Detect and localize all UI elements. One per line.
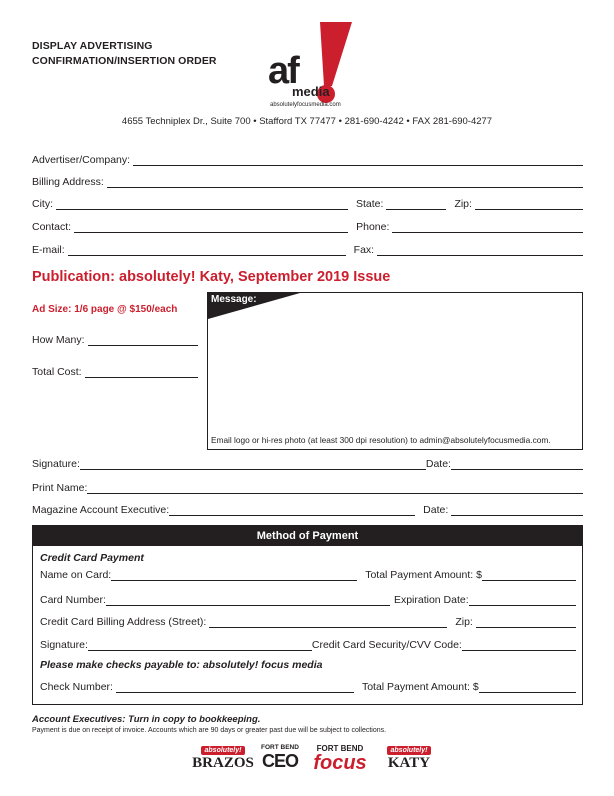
check-number-input[interactable]: [116, 683, 354, 693]
billing-street-row: [40, 616, 576, 628]
brand-logo-katy: [384, 746, 434, 772]
payment-section: [32, 525, 583, 705]
signature-row: [32, 458, 583, 470]
form-title-line2: CONFIRMATION/INSERTION ORDER: [32, 55, 217, 67]
brand-name: CEO: [261, 751, 298, 771]
billing-street-label: Credit Card Billing Address (Street):: [40, 616, 207, 628]
payment-heading: Method of Payment: [33, 526, 582, 546]
how-many-row: [32, 334, 198, 346]
cc-heading: Credit Card Payment: [40, 552, 144, 564]
advertiser-label: Advertiser/Company:: [32, 154, 131, 166]
form-title-line1: DISPLAY ADVERTISING: [32, 40, 153, 52]
brand-logo-focus: [304, 744, 376, 773]
state-input[interactable]: [386, 200, 446, 210]
executive-input[interactable]: [169, 506, 415, 516]
advertiser-row: [32, 154, 583, 166]
total-amount2-input[interactable]: [479, 683, 576, 693]
logo-url: absolutelyfocusmedia.com: [270, 102, 341, 108]
brand-tag: FORT BEND: [261, 744, 299, 751]
print-name-label: Print Name:: [32, 482, 88, 494]
check-number-label: Check Number:: [40, 681, 113, 693]
brand-name: BRAZOS: [192, 755, 254, 771]
total-cost-input[interactable]: [85, 368, 198, 378]
total-amount-input[interactable]: [482, 571, 576, 581]
message-box[interactable]: [207, 292, 583, 450]
company-address: 4655 Techniplex Dr., Suite 700 • Stafford TX 77477 • 281-690-4242 • FAX 281-690-4277: [121, 116, 493, 127]
message-note: Email logo or hi-res photo (at least 300 dpi resolution) to admin@absolutelyfocusmedia.com.: [211, 435, 551, 445]
executive-date-label: Date:: [423, 504, 449, 516]
advertiser-input[interactable]: [133, 156, 583, 166]
company-logo: [266, 20, 356, 112]
phone-input[interactable]: [392, 223, 583, 233]
signature-date-label: Date:: [425, 458, 451, 470]
brand-logo-brazos: [192, 746, 254, 772]
fax-label: Fax:: [353, 244, 375, 256]
contact-row: [32, 221, 583, 233]
executive-label: Magazine Account Executive:: [32, 504, 170, 516]
email-label: E-mail:: [32, 244, 65, 256]
phone-label: Phone:: [356, 221, 390, 233]
billing-label: Billing Address:: [32, 176, 104, 188]
email-input[interactable]: [68, 246, 346, 256]
check-number-row: [40, 681, 576, 693]
print-name-input[interactable]: [87, 484, 583, 494]
contact-label: Contact:: [32, 221, 72, 233]
name-on-card-label: Name on Card:: [40, 569, 112, 581]
how-many-input[interactable]: [88, 336, 198, 346]
cc-signature-input[interactable]: [88, 641, 312, 651]
card-number-input[interactable]: [106, 596, 390, 606]
zip-input[interactable]: [475, 200, 583, 210]
brand-tag: absolutely!: [387, 746, 432, 755]
signature-label: Signature:: [32, 458, 80, 470]
publication-title: Publication: absolutely! Katy, September 2019 Issue: [32, 269, 391, 285]
card-number-label: Card Number:: [40, 594, 106, 606]
cvv-input[interactable]: [462, 641, 576, 651]
city-row: [32, 198, 583, 210]
name-on-card-row: [40, 569, 576, 581]
email-row: [32, 244, 583, 256]
executive-row: [32, 504, 583, 516]
state-label: State:: [356, 198, 384, 210]
brand-name: KATY: [387, 755, 431, 771]
contact-input[interactable]: [74, 223, 348, 233]
total-amount-label: Total Payment Amount: $: [365, 569, 482, 581]
zip-label: Zip:: [454, 198, 472, 210]
cc-signature-row: [40, 639, 576, 651]
print-name-row: [32, 482, 583, 494]
cc-zip-input[interactable]: [476, 618, 576, 628]
cc-signature-label: Signature:: [40, 639, 88, 651]
payment-note: Payment is due on receipt of invoice. Accounts which are 90 days or greater past due will be subject to collections.: [32, 727, 387, 734]
logo-sub: media: [292, 84, 330, 99]
billing-input[interactable]: [107, 178, 583, 188]
checks-note: Please make checks payable to: absolutely! focus media: [40, 659, 323, 671]
total-cost-row: [32, 366, 198, 378]
signature-date-input[interactable]: [451, 460, 583, 470]
city-label: City:: [32, 198, 53, 210]
name-on-card-input[interactable]: [111, 571, 357, 581]
expiration-input[interactable]: [469, 596, 576, 606]
billing-street-input[interactable]: [209, 618, 447, 628]
brand-tag: absolutely!: [201, 746, 246, 755]
how-many-label: How Many:: [32, 334, 85, 346]
signature-input[interactable]: [80, 460, 426, 470]
card-number-row: [40, 594, 576, 606]
total-amount2-label: Total Payment Amount: $: [361, 681, 479, 693]
total-cost-label: Total Cost:: [32, 366, 82, 378]
exec-note: Account Executives: Turn in copy to bookkeeping.: [32, 714, 261, 725]
executive-date-input[interactable]: [451, 506, 583, 516]
logo-text: af: [268, 50, 298, 92]
expiration-label: Expiration Date:: [393, 594, 469, 606]
cvv-label: Credit Card Security/CVV Code:: [311, 639, 462, 651]
fax-input[interactable]: [377, 246, 583, 256]
brand-tag: FORT BEND: [316, 744, 364, 753]
city-input[interactable]: [56, 200, 348, 210]
brand-name: focus: [313, 752, 367, 774]
cc-zip-label: Zip:: [455, 616, 473, 628]
message-label: Message:: [211, 294, 257, 305]
brand-logo-ceo: [261, 744, 299, 771]
ad-size: Ad Size: 1/6 page @ $150/each: [32, 304, 178, 315]
billing-row: [32, 176, 583, 188]
